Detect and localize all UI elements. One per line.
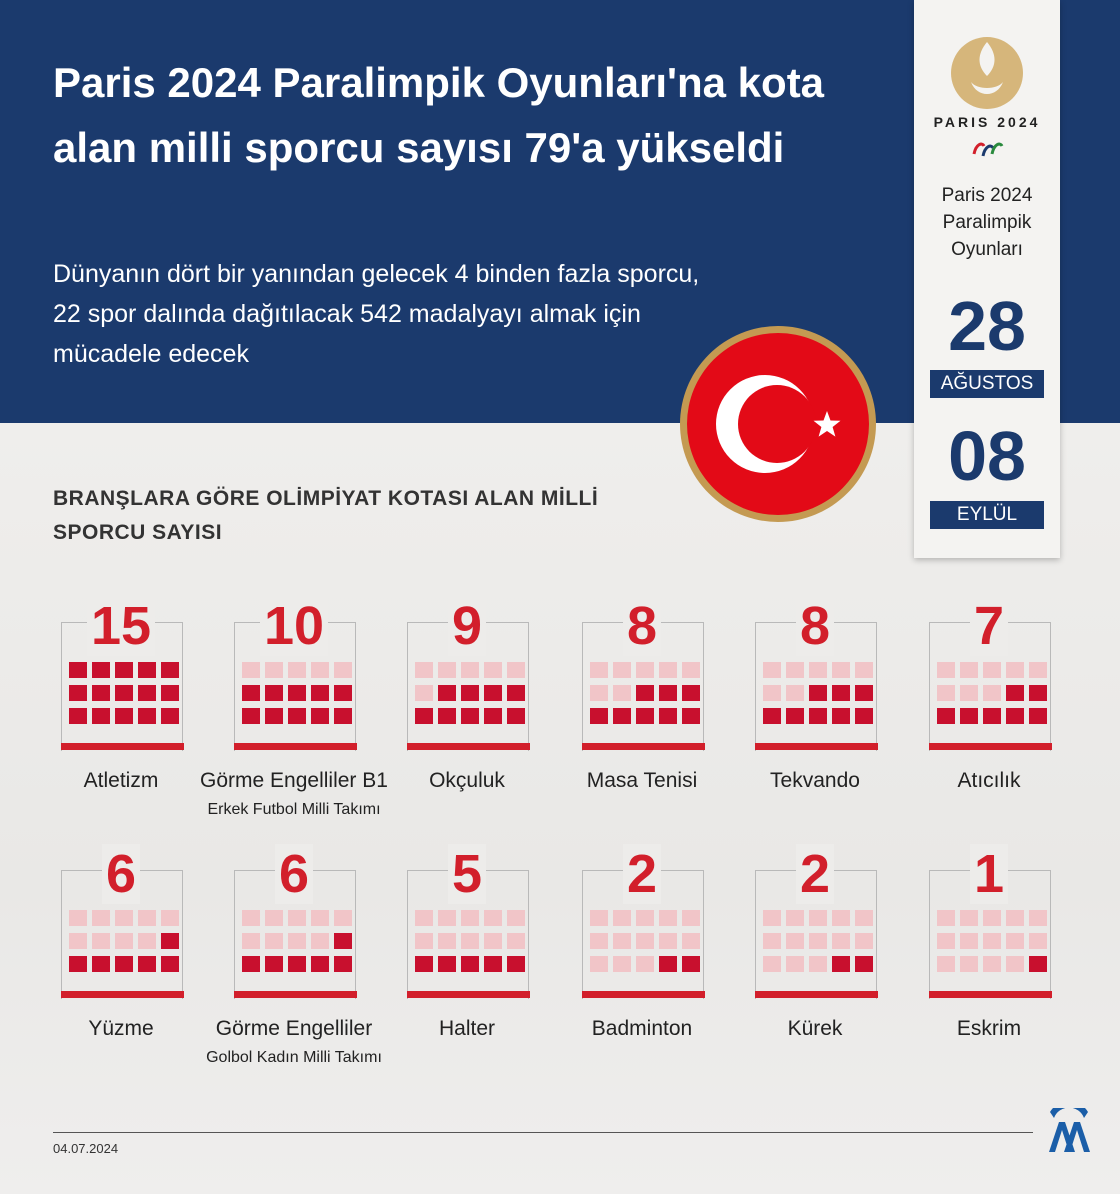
athlete-square-filled [484, 685, 502, 701]
value-label: 2 [578, 846, 706, 902]
athlete-square-filled [636, 685, 654, 701]
athlete-square-empty [242, 910, 260, 926]
athlete-square-empty [507, 910, 525, 926]
athlete-square-filled [613, 708, 631, 724]
athlete-square-empty [507, 662, 525, 678]
athlete-square-empty [832, 662, 850, 678]
calendar-base [61, 743, 184, 750]
athlete-square-empty [960, 956, 978, 972]
athlete-square-filled [138, 708, 156, 724]
athlete-square-filled [115, 685, 133, 701]
calendar-base [929, 743, 1052, 750]
athlete-square-empty [960, 685, 978, 701]
category-label: Tekvando [770, 769, 860, 792]
athlete-square-empty [682, 910, 700, 926]
athlete-square-empty [983, 910, 1001, 926]
athlete-square-empty [832, 910, 850, 926]
athlete-square-filled [92, 662, 110, 678]
athlete-square-empty [590, 685, 608, 701]
athlete-square-filled [334, 956, 352, 972]
athlete-square-empty [855, 933, 873, 949]
athlete-square-filled [461, 708, 479, 724]
athlete-square-filled [832, 685, 850, 701]
athlete-square-empty [242, 933, 260, 949]
athlete-square-empty [763, 910, 781, 926]
athlete-square-filled [69, 662, 87, 678]
athlete-square-filled [161, 662, 179, 678]
athlete-square-empty [311, 662, 329, 678]
athlete-square-empty [1006, 662, 1024, 678]
calendar-base [407, 991, 530, 998]
category-label: Badminton [591, 1017, 693, 1040]
athlete-square-empty [161, 910, 179, 926]
athlete-grid [937, 910, 1049, 972]
athlete-square-empty [1006, 956, 1024, 972]
end-month: EYLÜL [930, 501, 1044, 529]
athlete-square-empty [983, 956, 1001, 972]
athlete-square-empty [438, 662, 456, 678]
athlete-square-empty [763, 685, 781, 701]
category-label: Görme Engelliler [215, 1017, 373, 1040]
athlete-square-empty [613, 933, 631, 949]
athlete-square-filled [855, 956, 873, 972]
athlete-square-filled [1006, 685, 1024, 701]
calendar-base [407, 743, 530, 750]
athlete-square-empty [92, 910, 110, 926]
athlete-grid [937, 662, 1049, 724]
value-label: 6 [57, 846, 185, 902]
athlete-square-empty [265, 910, 283, 926]
athlete-square-filled [69, 708, 87, 724]
athlete-square-empty [461, 662, 479, 678]
athlete-square-filled [115, 708, 133, 724]
athlete-square-filled [682, 708, 700, 724]
athlete-square-filled [507, 956, 525, 972]
athlete-square-empty [92, 933, 110, 949]
athlete-square-empty [1006, 933, 1024, 949]
athlete-square-empty [1029, 933, 1047, 949]
athlete-square-filled [484, 956, 502, 972]
calendar-base [755, 991, 878, 998]
athlete-grid [242, 662, 354, 724]
value-label: 5 [403, 846, 531, 902]
athlete-square-filled [438, 708, 456, 724]
athlete-square-filled [115, 956, 133, 972]
athlete-square-filled [334, 685, 352, 701]
athlete-square-filled [242, 956, 260, 972]
athlete-square-filled [138, 956, 156, 972]
value-label: 15 [57, 598, 185, 654]
athlete-square-empty [682, 933, 700, 949]
value-label: 9 [403, 598, 531, 654]
athlete-square-empty [415, 910, 433, 926]
category-label: Eskrim [956, 1017, 1022, 1040]
athlete-square-empty [960, 662, 978, 678]
footer-divider [53, 1132, 1033, 1133]
athlete-square-empty [983, 662, 1001, 678]
athlete-square-filled [334, 708, 352, 724]
athlete-square-empty [484, 910, 502, 926]
value-label: 8 [751, 598, 879, 654]
athlete-grid [763, 662, 875, 724]
athlete-grid [590, 662, 702, 724]
athlete-square-filled [288, 956, 306, 972]
value-label: 1 [925, 846, 1053, 902]
value-label: 2 [751, 846, 879, 902]
anadolu-agency-logo-icon [1044, 1108, 1094, 1154]
athlete-square-empty [415, 933, 433, 949]
value-label: 6 [230, 846, 358, 902]
athlete-square-empty [786, 685, 804, 701]
athlete-square-empty [937, 910, 955, 926]
athlete-square-filled [138, 662, 156, 678]
athlete-square-filled [832, 956, 850, 972]
page-subtitle: Dünyanın dört bir yanından gelecek 4 binden fazla sporcu, 22 spor dalında dağıtılacak 542 madalyayı almak için mücadele edecek [53, 260, 700, 368]
agitos-icon [970, 140, 1004, 160]
athlete-square-empty [636, 662, 654, 678]
category-label: Görme Engelliler B1 [200, 769, 388, 792]
athlete-square-empty [438, 910, 456, 926]
athlete-square-empty [288, 933, 306, 949]
athlete-square-filled [636, 708, 654, 724]
start-month: AĞUSTOS [930, 370, 1044, 398]
athlete-square-empty [960, 933, 978, 949]
athlete-square-filled [1006, 708, 1024, 724]
athlete-square-empty [484, 662, 502, 678]
athlete-square-empty [461, 933, 479, 949]
athlete-square-empty [590, 933, 608, 949]
athlete-square-empty [138, 910, 156, 926]
category-label: Masa Tenisi [586, 769, 698, 792]
athlete-square-filled [937, 708, 955, 724]
calendar-base [234, 743, 357, 750]
athlete-square-empty [613, 956, 631, 972]
athlete-square-filled [161, 956, 179, 972]
athlete-square-empty [983, 933, 1001, 949]
athlete-square-filled [242, 685, 260, 701]
event-info-card [914, 0, 1060, 558]
athlete-square-empty [461, 910, 479, 926]
value-label: 10 [230, 598, 358, 654]
athlete-square-empty [415, 662, 433, 678]
calendar-base [929, 991, 1052, 998]
athlete-grid [69, 662, 181, 724]
athlete-square-empty [311, 933, 329, 949]
athlete-square-empty [613, 662, 631, 678]
athlete-square-filled [92, 956, 110, 972]
athlete-square-filled [855, 708, 873, 724]
calendar-base [582, 743, 705, 750]
athlete-square-empty [763, 933, 781, 949]
athlete-square-empty [682, 662, 700, 678]
athlete-square-filled [659, 708, 677, 724]
athlete-square-empty [636, 956, 654, 972]
athlete-square-empty [809, 933, 827, 949]
athlete-square-empty [265, 662, 283, 678]
athlete-square-empty [415, 685, 433, 701]
category-sublabel: Erkek Futbol Milli Takımı [207, 801, 381, 818]
athlete-square-filled [659, 956, 677, 972]
athlete-square-empty [590, 910, 608, 926]
athlete-square-filled [438, 685, 456, 701]
athlete-square-filled [809, 685, 827, 701]
athlete-square-filled [461, 685, 479, 701]
calendar-base [582, 991, 705, 998]
athlete-square-empty [763, 956, 781, 972]
athlete-square-filled [92, 708, 110, 724]
athlete-square-filled [415, 708, 433, 724]
athlete-square-filled [92, 685, 110, 701]
paris-2024-logo-icon [947, 36, 1027, 110]
athlete-square-empty [786, 956, 804, 972]
calendar-base [234, 991, 357, 998]
athlete-square-filled [69, 956, 87, 972]
calendar-item [925, 598, 1099, 808]
category-label: Halter [438, 1017, 496, 1040]
athlete-square-empty [937, 685, 955, 701]
athlete-square-filled [659, 685, 677, 701]
athlete-square-empty [613, 685, 631, 701]
athlete-square-filled [1029, 685, 1047, 701]
athlete-square-empty [265, 933, 283, 949]
athlete-square-filled [507, 685, 525, 701]
calendar-item [925, 846, 1099, 1056]
athlete-square-empty [659, 910, 677, 926]
athlete-square-filled [960, 708, 978, 724]
athlete-square-empty [1006, 910, 1024, 926]
athlete-square-empty [809, 910, 827, 926]
athlete-square-empty [507, 933, 525, 949]
athlete-square-empty [983, 685, 1001, 701]
athlete-square-empty [69, 933, 87, 949]
athlete-square-filled [161, 933, 179, 949]
athlete-square-empty [590, 662, 608, 678]
athlete-square-empty [636, 910, 654, 926]
athlete-square-empty [786, 933, 804, 949]
athlete-square-filled [484, 708, 502, 724]
athlete-square-filled [1029, 956, 1047, 972]
athlete-square-filled [507, 708, 525, 724]
athlete-square-empty [590, 956, 608, 972]
athlete-grid [415, 910, 527, 972]
category-label: Okçuluk [429, 769, 505, 792]
athlete-square-filled [161, 685, 179, 701]
calendar-base [61, 991, 184, 998]
athlete-square-empty [1029, 662, 1047, 678]
athlete-square-filled [334, 933, 352, 949]
athlete-square-filled [763, 708, 781, 724]
value-label: 8 [578, 598, 706, 654]
athlete-square-empty [115, 933, 133, 949]
athlete-square-empty [786, 662, 804, 678]
athlete-square-empty [855, 910, 873, 926]
athlete-square-filled [461, 956, 479, 972]
athlete-square-empty [484, 933, 502, 949]
paris-logo-text: PARIS 2024 [933, 114, 1041, 130]
athlete-square-filled [311, 956, 329, 972]
turkish-flag-icon [679, 325, 877, 523]
athlete-square-filled [115, 662, 133, 678]
section-title: BRANŞLARA GÖRE OLİMPİYAT KOTASI ALAN MİLLİ SPORCU SAYISI [53, 487, 599, 544]
athlete-square-empty [1029, 910, 1047, 926]
athlete-grid [242, 910, 354, 972]
athlete-square-filled [69, 685, 87, 701]
category-label: Atletizm [83, 769, 159, 792]
athlete-square-filled [438, 956, 456, 972]
athlete-square-empty [288, 662, 306, 678]
athlete-square-filled [265, 956, 283, 972]
athlete-square-filled [161, 708, 179, 724]
athlete-square-empty [937, 933, 955, 949]
athlete-square-empty [311, 910, 329, 926]
athlete-square-filled [809, 708, 827, 724]
athlete-square-filled [138, 685, 156, 701]
category-label: Yüzme [88, 1017, 154, 1040]
athlete-square-empty [115, 910, 133, 926]
athlete-square-empty [809, 662, 827, 678]
end-day: 08 [948, 417, 1026, 495]
athlete-square-filled [1029, 708, 1047, 724]
athlete-square-filled [855, 685, 873, 701]
value-label: 7 [925, 598, 1053, 654]
athlete-square-empty [69, 910, 87, 926]
athlete-square-filled [983, 708, 1001, 724]
publish-date: 04.07.2024 [53, 1141, 119, 1156]
category-sublabel: Golbol Kadın Milli Takımı [206, 1049, 382, 1066]
athlete-grid [415, 662, 527, 724]
event-name: Paris 2024 Paralimpik Oyunları [941, 185, 1033, 260]
athlete-square-filled [265, 685, 283, 701]
athlete-square-filled [288, 685, 306, 701]
athlete-square-filled [311, 685, 329, 701]
athlete-square-empty [636, 933, 654, 949]
athlete-square-empty [960, 910, 978, 926]
athlete-square-empty [855, 662, 873, 678]
athlete-square-empty [937, 662, 955, 678]
athlete-square-empty [937, 956, 955, 972]
calendar-base [755, 743, 878, 750]
athlete-grid [69, 910, 181, 972]
athlete-square-empty [438, 933, 456, 949]
athlete-square-filled [242, 708, 260, 724]
athlete-square-filled [311, 708, 329, 724]
athlete-square-empty [334, 662, 352, 678]
athlete-square-filled [590, 708, 608, 724]
athlete-square-empty [763, 662, 781, 678]
athlete-square-empty [334, 910, 352, 926]
athlete-square-empty [809, 956, 827, 972]
page-title: Paris 2024 Paralimpik Oyunları'na kota alan milli sporcu sayısı 79'a yükseldi [53, 59, 825, 171]
athlete-square-filled [786, 708, 804, 724]
athlete-square-empty [613, 910, 631, 926]
athlete-square-empty [786, 910, 804, 926]
athlete-square-filled [415, 956, 433, 972]
category-label: Atıcılık [957, 769, 1021, 792]
athlete-square-filled [832, 708, 850, 724]
athlete-grid [590, 910, 702, 972]
athlete-square-empty [242, 662, 260, 678]
athlete-square-empty [288, 910, 306, 926]
athlete-square-empty [138, 933, 156, 949]
start-day: 28 [948, 287, 1026, 365]
athlete-square-empty [659, 933, 677, 949]
athlete-square-empty [832, 933, 850, 949]
athlete-grid [763, 910, 875, 972]
athlete-square-empty [659, 662, 677, 678]
category-label: Kürek [787, 1017, 843, 1040]
athlete-square-filled [288, 708, 306, 724]
athlete-square-filled [682, 685, 700, 701]
athlete-square-filled [682, 956, 700, 972]
athlete-square-filled [265, 708, 283, 724]
